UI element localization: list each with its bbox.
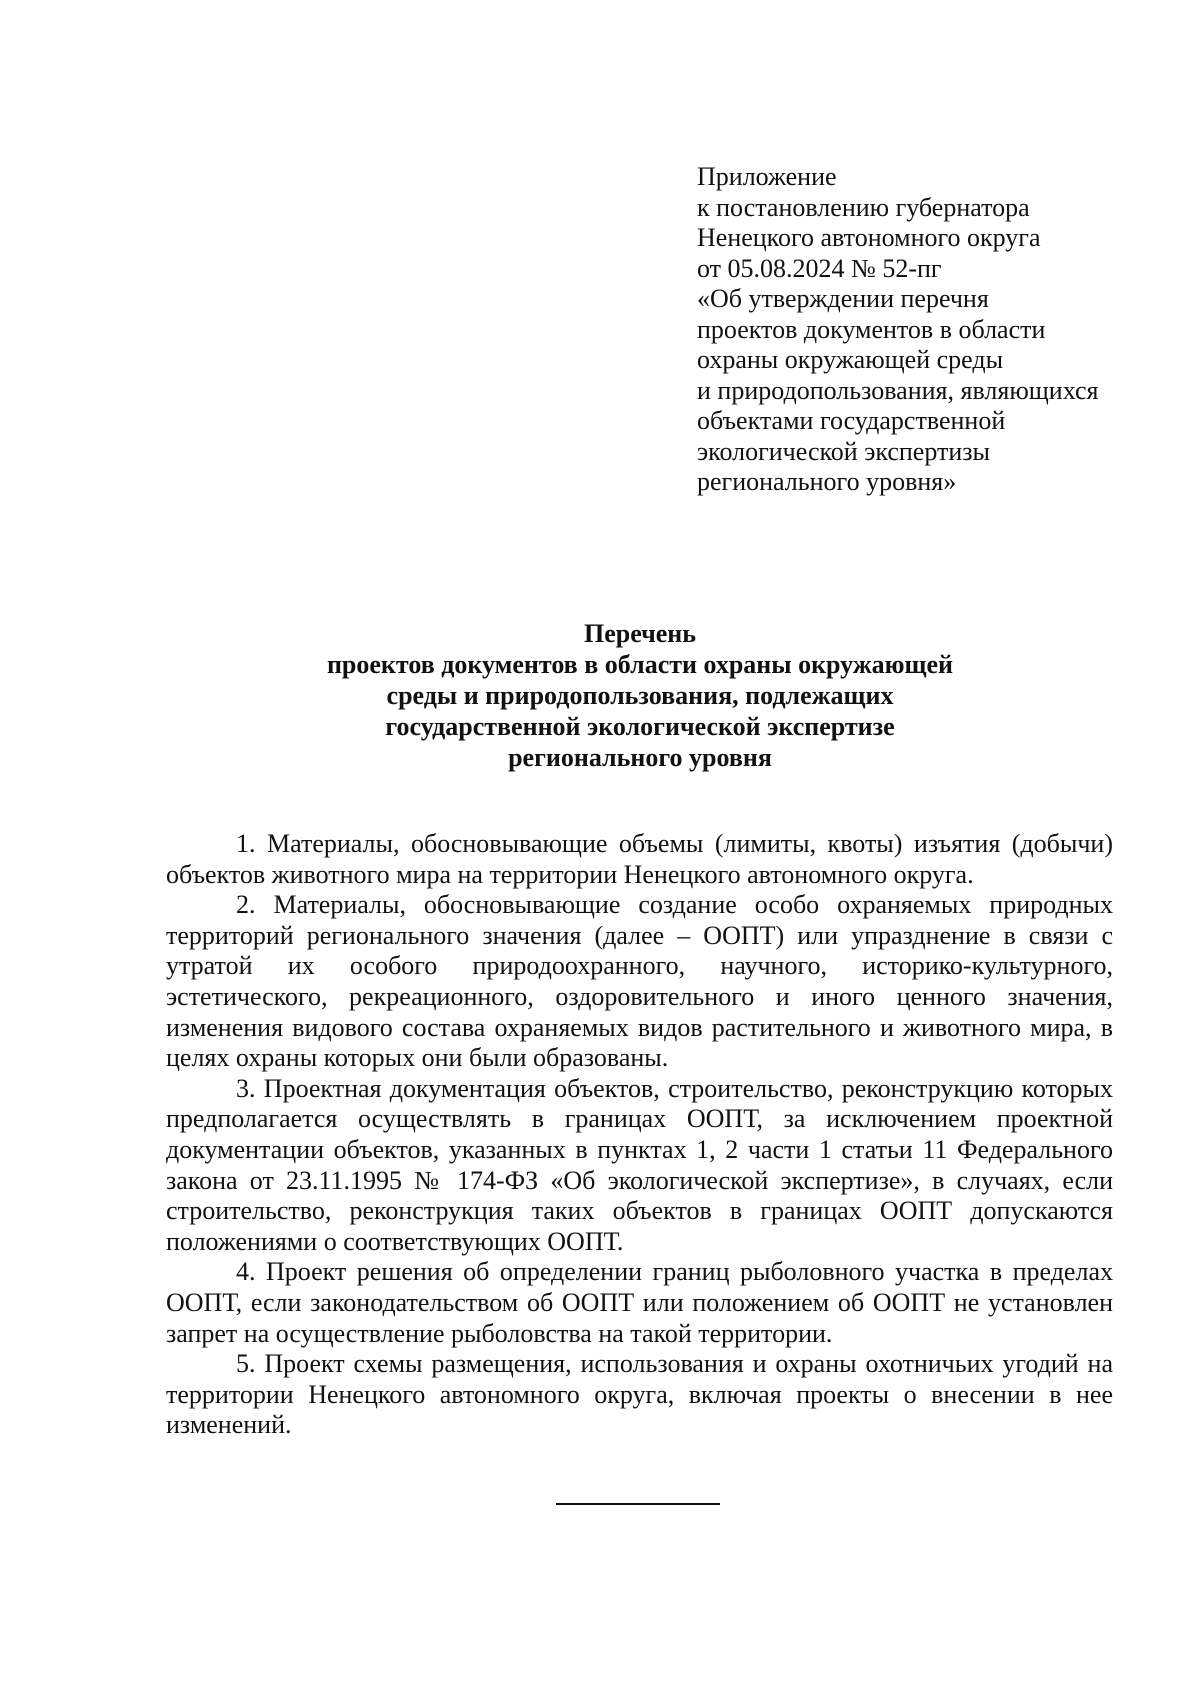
list-item-1: 1. Материалы, обосновывающие объемы (лимиты, квоты) изъятия (добычи) объектов животного мира на территории Ненецкого автономного округа.	[166, 829, 1113, 889]
appendix-line: объектами государственной	[697, 406, 1006, 435]
appendix-line: регионального уровня»	[697, 467, 957, 496]
title-line: среды и природопользования, подлежащих	[386, 681, 894, 710]
document-title	[160, 618, 1120, 773]
appendix-line: экологической экспертизы	[697, 436, 991, 466]
document-body	[166, 829, 1113, 1441]
appendix-line: Приложение	[697, 162, 837, 191]
end-divider	[556, 1503, 720, 1505]
list-item-5: 5. Проект схемы размещения, использования и охраны охотничьих угодий на территории Ненецкого автономного округа, включая проекты о внесении в нее изменений.	[166, 1349, 1113, 1440]
title-line: регионального уровня	[508, 743, 772, 772]
title-line: Перечень	[583, 619, 697, 648]
appendix-line: и природопользования, являющихся	[697, 375, 1099, 405]
appendix-header	[697, 162, 1167, 498]
title-line: проектов документов в области охраны окружающей	[326, 650, 954, 679]
appendix-line: проектов документов в области	[697, 314, 1046, 344]
appendix-line: от 05.08.2024 № 52-пг	[697, 253, 942, 283]
appendix-line: к постановлению губернатора	[697, 192, 1030, 222]
appendix-line: охраны окружающей среды	[697, 345, 1004, 374]
list-item-2: 2. Материалы, обосновывающие создание особо охраняемых природных территорий регионального значения (далее – ООПТ) или упразднение в связи с утратой их особого природоохранного, научного, историко-культурного, эстетического, рекреационного, оздоровительного и иного ценного значения, изменения видового состава охраняемых видов растительного и животного мира, в целях охраны которых они были образованы.	[166, 890, 1113, 1073]
appendix-line: «Об утверждении перечня	[697, 284, 989, 313]
title-line: государственной экологической экспертизе	[385, 712, 895, 741]
list-item-3: 3. Проектная документация объектов, строительство, реконструкцию которых предполагается осуществлять в границах ООПТ, за исключением проектной документации объектов, указанных в пунктах 1, 2 части 1 статьи 11 Федерального закона от 23.11.1995 № 174-ФЗ «Об экологической экспертизе», в случаях, если строительство, реконструкция таких объектов в границах ООПТ допускаются положениями о соответствующих ООПТ.	[166, 1073, 1113, 1256]
list-item-4: 4. Проект решения об определении границ рыболовного участка в пределах ООПТ, если законодательством об ООПТ или положением об ООПТ не установлен запрет на осуществление рыболовства на такой территории.	[166, 1257, 1113, 1348]
appendix-line: Ненецкого автономного округа	[697, 223, 1041, 252]
